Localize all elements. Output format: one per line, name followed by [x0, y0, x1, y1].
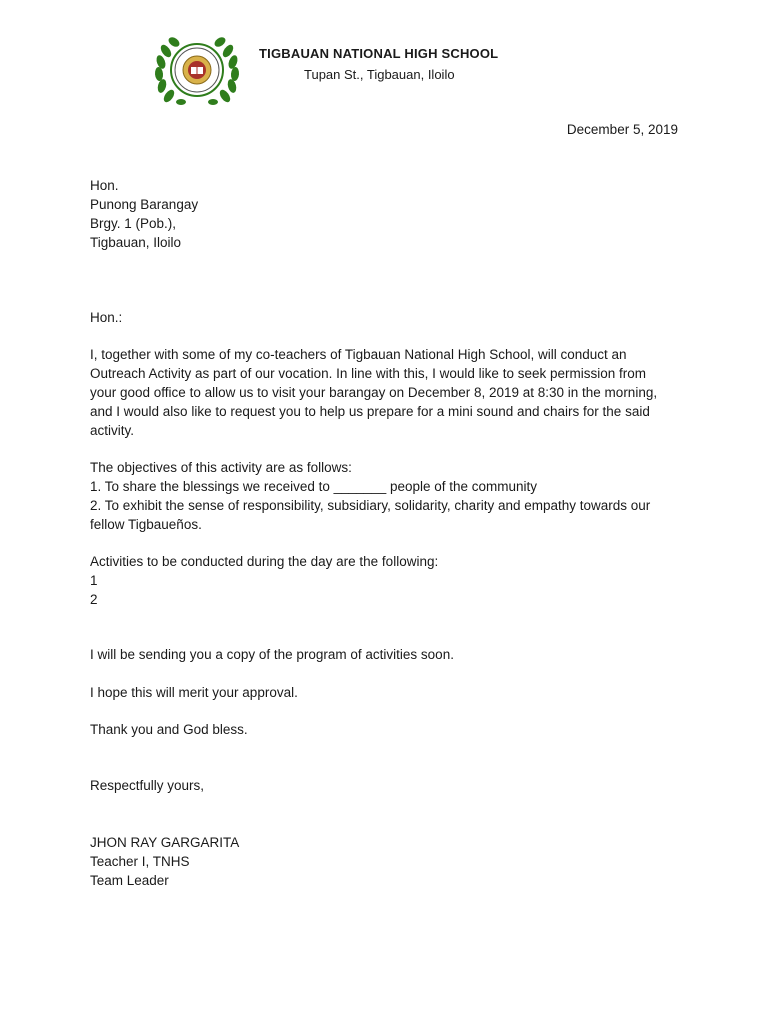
school-address: Tupan St., Tigbauan, Iloilo — [304, 67, 455, 82]
body-paragraph — [90, 345, 657, 440]
activity-item: 2 — [90, 592, 98, 607]
body-line: your good office to allow us to visit your barangay on December 8, 2019 at 8:30 in the morning, — [90, 385, 658, 400]
objectives-heading: The objectives of this activity are as follows: — [90, 460, 352, 475]
objective-item: 1. To share the blessings we received to _______ people of the community — [90, 479, 538, 494]
activities-section — [90, 552, 438, 609]
thanks-note: Thank you and God bless. — [90, 722, 248, 737]
signatory-name: JHON RAY GARGARITA — [90, 835, 240, 850]
signatory-role: Team Leader — [90, 873, 169, 888]
activities-heading: Activities to be conducted during the day are the following: — [90, 554, 439, 569]
approval-note: I hope this will merit your approval. — [90, 685, 298, 700]
recipient-line: Brgy. 1 (Pob.), — [90, 216, 177, 231]
recipient-line: Tigbauan, Iloilo — [90, 235, 182, 250]
letter-date: December 5, 2019 — [566, 122, 678, 137]
body-line: and I would also like to request you to help us prepare for a mini sound and chairs for the said — [90, 404, 650, 419]
signature-block — [90, 833, 239, 890]
activity-item: 1 — [90, 573, 98, 588]
school-seal-logo — [151, 32, 243, 108]
school-name: TIGBAUAN NATIONAL HIGH SCHOOL — [259, 46, 499, 61]
salutation: Hon.: — [90, 310, 123, 325]
recipient-block — [90, 176, 198, 252]
body-line: I, together with some of my co-teachers of Tigbauan National High School, will conduct an — [90, 347, 627, 362]
objectives-section — [90, 458, 650, 534]
recipient-line: Punong Barangay — [90, 197, 199, 212]
signatory-position: Teacher I, TNHS — [90, 854, 190, 869]
recipient-line: Hon. — [90, 178, 119, 193]
objective-item-continued: fellow Tigbaueños. — [90, 517, 202, 532]
objective-item: 2. To exhibit the sense of responsibility, subsidiary, solidarity, charity and empathy towards our — [90, 498, 651, 513]
complimentary-close: Respectfully yours, — [90, 778, 205, 793]
body-line: Outreach Activity as part of our vocation. In line with this, I would like to seek permission from — [90, 366, 646, 381]
body-line: activity. — [90, 423, 135, 438]
program-note: I will be sending you a copy of the program of activities soon. — [90, 647, 454, 662]
